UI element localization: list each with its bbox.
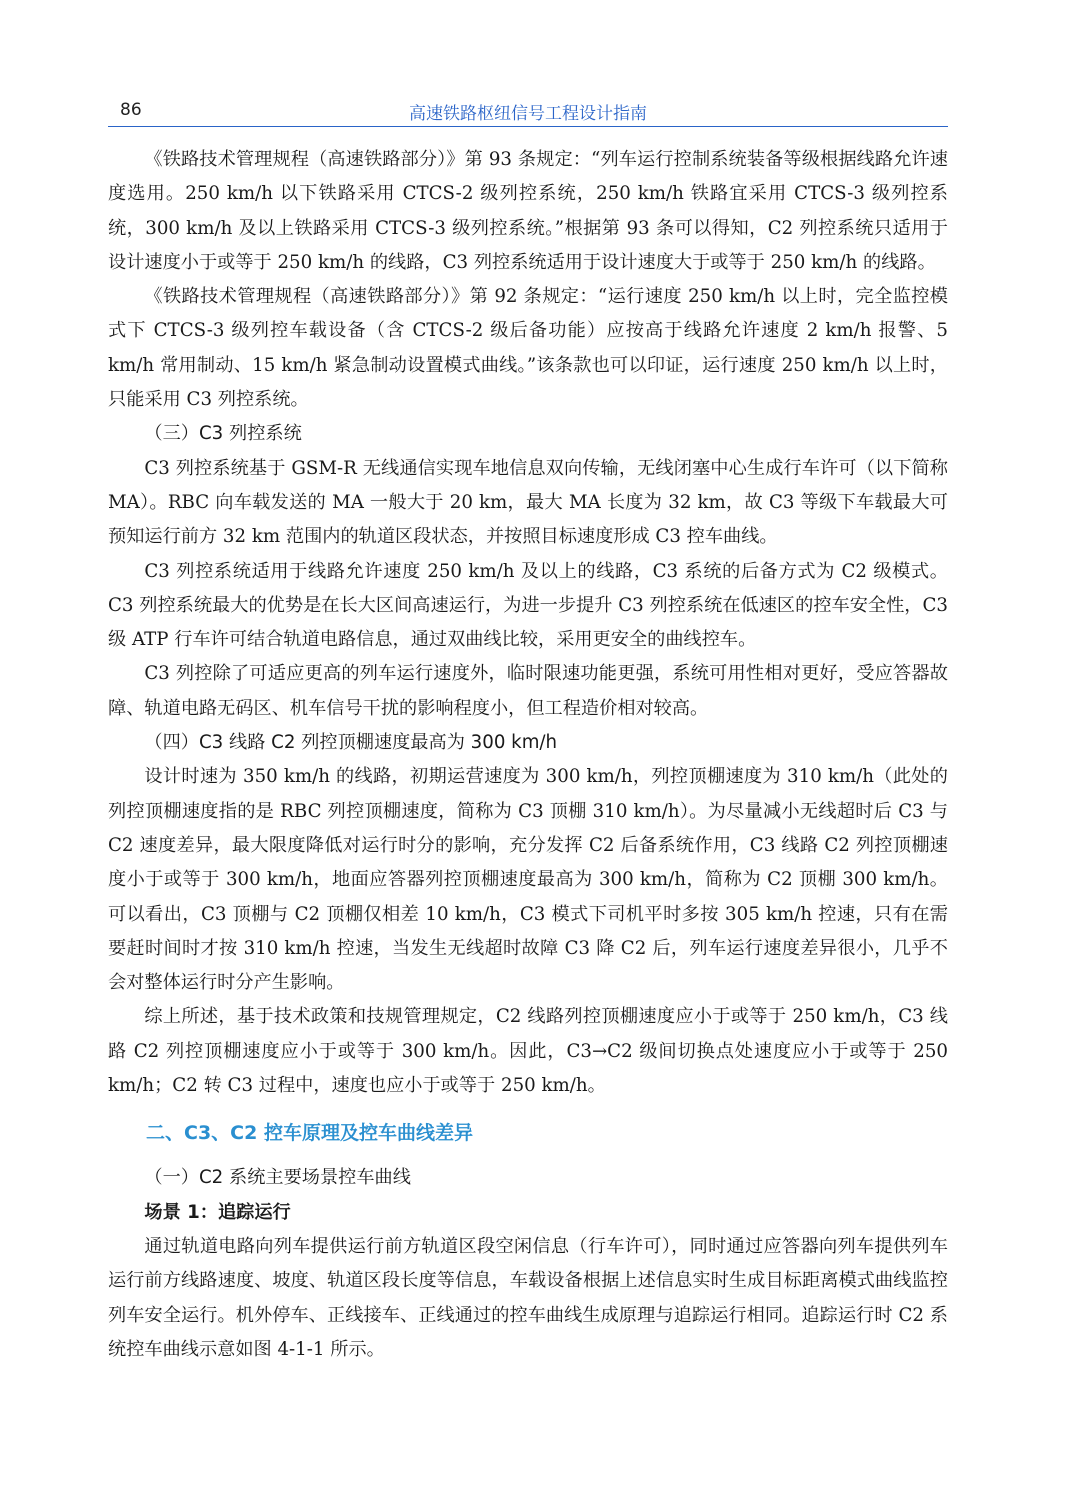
running-title: 高速铁路枢纽信号工程设计指南 <box>409 104 647 124</box>
page-number: 86 <box>120 100 142 120</box>
paragraph: 综上所述，基于技术政策和技规管理规定，C2 线路列控顶棚速度应小于或等于 250 km/h，C3 线路 C2 列控顶棚速度应小于或等于 300 km/h。因此，C3→C2 级间切换点处速度应小于或等于 250 km/h；C2 转 C3 过程中，速度也应小于或等于 250 km/h。 <box>108 1006 948 1097</box>
paragraph: 《铁路技术管理规程（高速铁路部分）》第 93 条规定：“列车运行控制系统装备等级根据线路允许速度选用。250 km/h 以下铁路采用 CTCS-2 级列控系统，250 km/h 铁路宜采用 CTCS-3 级列控系统，300 km/h 及以上铁路采用 CTCS-3 级列控系统。”根据第 93 条可以得知，C2 列控系统只适用于设计速度小于或等于 250 km/h 的线路，C3 列控系统适用于设计速度大于或等于 250 km/h 的线路。 <box>108 149 948 273</box>
subheading: （四）C3 线路 C2 列控顶棚速度最高为 300 km/h <box>144 732 558 754</box>
subheading: （一）C2 系统主要场景控车曲线 <box>144 1167 411 1189</box>
paragraph: C3 列控系统适用于线路允许速度 250 km/h 及以上的线路，C3 系统的后备方式为 C2 级模式。C3 列控系统最大的优势是在长大区间高速运行，为进一步提升 C3 列控系统在低速区的控车安全性，C3 级 ATP 行车许可结合轨道电路信息，通过双曲线比较，采用更安全的曲线控车。 <box>108 560 948 651</box>
scene-heading: 场景 1：追踪运行 <box>144 1201 291 1223</box>
paragraph: 通过轨道电路向列车提供运行前方轨道区段空闲信息（行车许可），同时通过应答器向列车提供列车运行前方线路速度、坡度、轨道区段长度等信息，车载设备根据上述信息实时生成目标距离模式曲线监控列车安全运行。机外停车、正线接车、正线通过的控车曲线生成原理与追踪运行相同。追踪运行时 C2 系统控车曲线示意如图 4-1-1 所示。 <box>108 1235 948 1360</box>
subheading: （三）C3 列控系统 <box>144 423 302 445</box>
page-header <box>108 96 948 127</box>
paragraph: C3 列控系统基于 GSM-R 无线通信实现车地信息双向传输，无线闭塞中心生成行车许可（以下简称 MA）。RBC 向车载发送的 MA 一般大于 20 km，最大 MA 长度为 32 km，故 C3 等级下车载最大可预知运行前方 32 km 范围内的轨道区段状态，并按照目标速度形成 C3 控车曲线。 <box>108 457 948 548</box>
section-title: 二、C3、C2 控车原理及控车曲线差异 <box>146 1122 473 1145</box>
paragraph: C3 列控除了可适应更高的列车运行速度外，临时限速功能更强，系统可用性相对更好，受应答器故障、轨道电路无码区、机车信号干扰的影响程度小，但工程造价相对较高。 <box>108 663 948 719</box>
paragraph: 《铁路技术管理规程（高速铁路部分）》第 92 条规定：“运行速度 250 km/h 以上时，完全监控模式下 CTCS-3 级列控车载设备（含 CTCS-2 级后备功能）应按高于线路允许速度 2 km/h 报警、5 km/h 常用制动、15 km/h 紧急制动设置模式曲线。”该条款也可以印证，运行速度 250 km/h 以上时，只能采用 C3 列控系统。 <box>108 286 948 411</box>
paragraph: 设计时速为 350 km/h 的线路，初期运营速度为 300 km/h，列控顶棚速度为 310 km/h（此处的列控顶棚速度指的是 RBC 列控顶棚速度，简称为 C3 顶棚 310 km/h）。为尽量减小无线超时后 C3 与 C2 速度差异，最大限度降低对运行时分的影响，充分发挥 C2 后备系统作用，C3 线路 C2 列控顶棚速度小于或等于 300 km/h，地面应答器列控顶棚速度最高为 300 km/h，简称为 C2 顶棚 300 km/h。可以看出，C3 顶棚与 C2 顶棚仅相差 10 km/h，C3 模式下司机平时多按 305 km/h 控速，只有在需要赶时间时才按 310 km/h 控速，当发生无线超时故障 C3 降 C2 后，列车运行速度差异很小，几乎不会对整体运行时分产生影响。 <box>108 766 948 994</box>
page-body <box>108 143 948 1367</box>
